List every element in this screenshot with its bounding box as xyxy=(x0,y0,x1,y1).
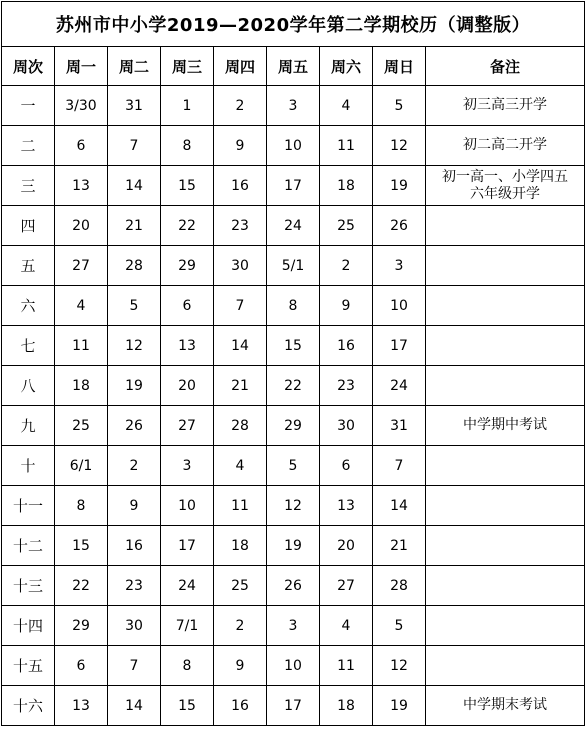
date-cell: 31 xyxy=(108,86,161,126)
table-row xyxy=(2,606,585,646)
date-cell: 1 xyxy=(161,86,214,126)
week-number-cell: 十 xyxy=(2,446,55,486)
week-number-cell: 十四 xyxy=(2,606,55,646)
date-cell: 18 xyxy=(55,366,108,406)
note-cell xyxy=(426,406,585,446)
date-cell: 13 xyxy=(161,326,214,366)
date-cell: 11 xyxy=(55,326,108,366)
date-cell: 4 xyxy=(320,606,373,646)
date-cell: 30 xyxy=(108,606,161,646)
week-number-cell: 一 xyxy=(2,86,55,126)
date-cell: 4 xyxy=(320,86,373,126)
title-row xyxy=(2,2,585,47)
date-cell: 4 xyxy=(214,446,267,486)
date-cell: 22 xyxy=(161,206,214,246)
date-cell: 30 xyxy=(214,246,267,286)
date-cell: 28 xyxy=(214,406,267,446)
note-cell xyxy=(426,166,585,206)
date-cell: 16 xyxy=(108,526,161,566)
note-text: 六年级开学 xyxy=(470,185,541,202)
column-header: 周三 xyxy=(161,47,214,86)
date-cell: 10 xyxy=(267,126,320,166)
date-cell: 17 xyxy=(161,526,214,566)
note-cell xyxy=(426,206,585,246)
column-header: 周六 xyxy=(320,47,373,86)
date-cell: 7 xyxy=(108,126,161,166)
date-cell: 15 xyxy=(161,686,214,726)
date-cell: 3 xyxy=(161,446,214,486)
note-cell xyxy=(426,526,585,566)
note-cell xyxy=(426,246,585,286)
column-header: 周四 xyxy=(214,47,267,86)
date-cell: 3 xyxy=(267,606,320,646)
date-cell: 15 xyxy=(55,526,108,566)
date-cell: 24 xyxy=(161,566,214,606)
date-cell: 10 xyxy=(161,486,214,526)
date-cell: 31 xyxy=(373,406,426,446)
date-cell: 5 xyxy=(373,86,426,126)
date-cell: 25 xyxy=(55,406,108,446)
date-cell: 22 xyxy=(267,366,320,406)
date-cell: 29 xyxy=(55,606,108,646)
note-cell xyxy=(426,566,585,606)
date-cell: 26 xyxy=(267,566,320,606)
column-header: 周一 xyxy=(55,47,108,86)
date-cell: 9 xyxy=(214,646,267,686)
date-cell: 23 xyxy=(214,206,267,246)
table-row xyxy=(2,366,585,406)
note-text: 初一高一、小学四五 xyxy=(442,168,569,185)
week-number-cell: 二 xyxy=(2,126,55,166)
date-cell: 14 xyxy=(108,686,161,726)
calendar-title: 苏州市中小学2019—2020学年第二学期校历（调整版） xyxy=(2,2,585,47)
date-cell: 29 xyxy=(267,406,320,446)
date-cell: 13 xyxy=(55,166,108,206)
date-cell: 12 xyxy=(267,486,320,526)
week-number-cell: 十五 xyxy=(2,646,55,686)
week-number-cell: 十二 xyxy=(2,526,55,566)
date-cell: 6 xyxy=(161,286,214,326)
date-cell: 8 xyxy=(161,126,214,166)
date-cell: 20 xyxy=(320,526,373,566)
table-row xyxy=(2,126,585,166)
date-cell: 21 xyxy=(214,366,267,406)
date-cell: 22 xyxy=(55,566,108,606)
date-cell: 25 xyxy=(214,566,267,606)
date-cell: 19 xyxy=(373,166,426,206)
week-number-cell: 七 xyxy=(2,326,55,366)
date-cell: 8 xyxy=(267,286,320,326)
date-cell: 7 xyxy=(373,446,426,486)
date-cell: 9 xyxy=(108,486,161,526)
date-cell: 12 xyxy=(373,646,426,686)
date-cell: 23 xyxy=(108,566,161,606)
date-cell: 3 xyxy=(373,246,426,286)
note-text: 中学期末考试 xyxy=(463,697,548,713)
note-cell xyxy=(426,606,585,646)
note-cell xyxy=(426,126,585,166)
date-cell: 16 xyxy=(320,326,373,366)
date-cell: 6 xyxy=(320,446,373,486)
date-cell: 8 xyxy=(55,486,108,526)
week-number-cell: 三 xyxy=(2,166,55,206)
date-cell: 5 xyxy=(373,606,426,646)
date-cell: 27 xyxy=(320,566,373,606)
date-cell: 7/1 xyxy=(161,606,214,646)
note-text: 初二高二开学 xyxy=(463,137,548,153)
note-text: 初三高三开学 xyxy=(463,97,548,113)
note-cell xyxy=(426,486,585,526)
table-row xyxy=(2,686,585,726)
date-cell: 26 xyxy=(108,406,161,446)
table-row xyxy=(2,326,585,366)
date-cell: 3 xyxy=(267,86,320,126)
date-cell: 18 xyxy=(320,166,373,206)
table-row xyxy=(2,206,585,246)
date-cell: 17 xyxy=(373,326,426,366)
date-cell: 17 xyxy=(267,686,320,726)
table-row xyxy=(2,406,585,446)
header-row xyxy=(2,47,585,86)
date-cell: 13 xyxy=(55,686,108,726)
date-cell: 14 xyxy=(214,326,267,366)
table-row xyxy=(2,166,585,206)
date-cell: 24 xyxy=(267,206,320,246)
date-cell: 13 xyxy=(320,486,373,526)
date-cell: 11 xyxy=(320,646,373,686)
note-cell xyxy=(426,326,585,366)
column-header: 周次 xyxy=(2,47,55,86)
week-number-cell: 十一 xyxy=(2,486,55,526)
table-row xyxy=(2,286,585,326)
date-cell: 25 xyxy=(320,206,373,246)
date-cell: 6 xyxy=(55,126,108,166)
date-cell: 30 xyxy=(320,406,373,446)
column-header: 周日 xyxy=(373,47,426,86)
date-cell: 19 xyxy=(373,686,426,726)
table-row xyxy=(2,446,585,486)
date-cell: 12 xyxy=(373,126,426,166)
table-row xyxy=(2,486,585,526)
date-cell: 29 xyxy=(161,246,214,286)
week-number-cell: 五 xyxy=(2,246,55,286)
table-row xyxy=(2,86,585,126)
column-header: 周五 xyxy=(267,47,320,86)
date-cell: 7 xyxy=(214,286,267,326)
date-cell: 3/30 xyxy=(55,86,108,126)
week-number-cell: 四 xyxy=(2,206,55,246)
date-cell: 17 xyxy=(267,166,320,206)
date-cell: 6 xyxy=(55,646,108,686)
date-cell: 16 xyxy=(214,166,267,206)
date-cell: 26 xyxy=(373,206,426,246)
column-header: 周二 xyxy=(108,47,161,86)
date-cell: 18 xyxy=(214,526,267,566)
date-cell: 28 xyxy=(108,246,161,286)
date-cell: 2 xyxy=(214,86,267,126)
date-cell: 27 xyxy=(161,406,214,446)
date-cell: 16 xyxy=(214,686,267,726)
note-cell xyxy=(426,446,585,486)
table-row xyxy=(2,646,585,686)
date-cell: 2 xyxy=(108,446,161,486)
week-number-cell: 九 xyxy=(2,406,55,446)
date-cell: 2 xyxy=(214,606,267,646)
date-cell: 28 xyxy=(373,566,426,606)
date-cell: 20 xyxy=(55,206,108,246)
date-cell: 15 xyxy=(267,326,320,366)
date-cell: 12 xyxy=(108,326,161,366)
table-row xyxy=(2,566,585,606)
date-cell: 6/1 xyxy=(55,446,108,486)
date-cell: 11 xyxy=(214,486,267,526)
date-cell: 10 xyxy=(373,286,426,326)
date-cell: 19 xyxy=(108,366,161,406)
note-text: 中学期中考试 xyxy=(463,417,548,433)
date-cell: 9 xyxy=(320,286,373,326)
date-cell: 19 xyxy=(267,526,320,566)
note-cell xyxy=(426,686,585,726)
date-cell: 23 xyxy=(320,366,373,406)
date-cell: 18 xyxy=(320,686,373,726)
note-cell xyxy=(426,366,585,406)
date-cell: 7 xyxy=(108,646,161,686)
date-cell: 10 xyxy=(267,646,320,686)
date-cell: 5 xyxy=(108,286,161,326)
table-row xyxy=(2,246,585,286)
date-cell: 24 xyxy=(373,366,426,406)
note-cell xyxy=(426,286,585,326)
date-cell: 5 xyxy=(267,446,320,486)
note-cell xyxy=(426,86,585,126)
week-number-cell: 十三 xyxy=(2,566,55,606)
week-number-cell: 六 xyxy=(2,286,55,326)
calendar-table xyxy=(1,1,585,726)
date-cell: 9 xyxy=(214,126,267,166)
date-cell: 21 xyxy=(373,526,426,566)
date-cell: 11 xyxy=(320,126,373,166)
date-cell: 20 xyxy=(161,366,214,406)
date-cell: 4 xyxy=(55,286,108,326)
date-cell: 21 xyxy=(108,206,161,246)
note-cell xyxy=(426,646,585,686)
date-cell: 27 xyxy=(55,246,108,286)
table-row xyxy=(2,526,585,566)
date-cell: 14 xyxy=(108,166,161,206)
calendar-body xyxy=(2,86,585,726)
date-cell: 5/1 xyxy=(267,246,320,286)
date-cell: 2 xyxy=(320,246,373,286)
week-number-cell: 十六 xyxy=(2,686,55,726)
date-cell: 15 xyxy=(161,166,214,206)
school-calendar xyxy=(1,1,584,727)
column-header: 备注 xyxy=(426,47,585,86)
date-cell: 8 xyxy=(161,646,214,686)
week-number-cell: 八 xyxy=(2,366,55,406)
date-cell: 14 xyxy=(373,486,426,526)
